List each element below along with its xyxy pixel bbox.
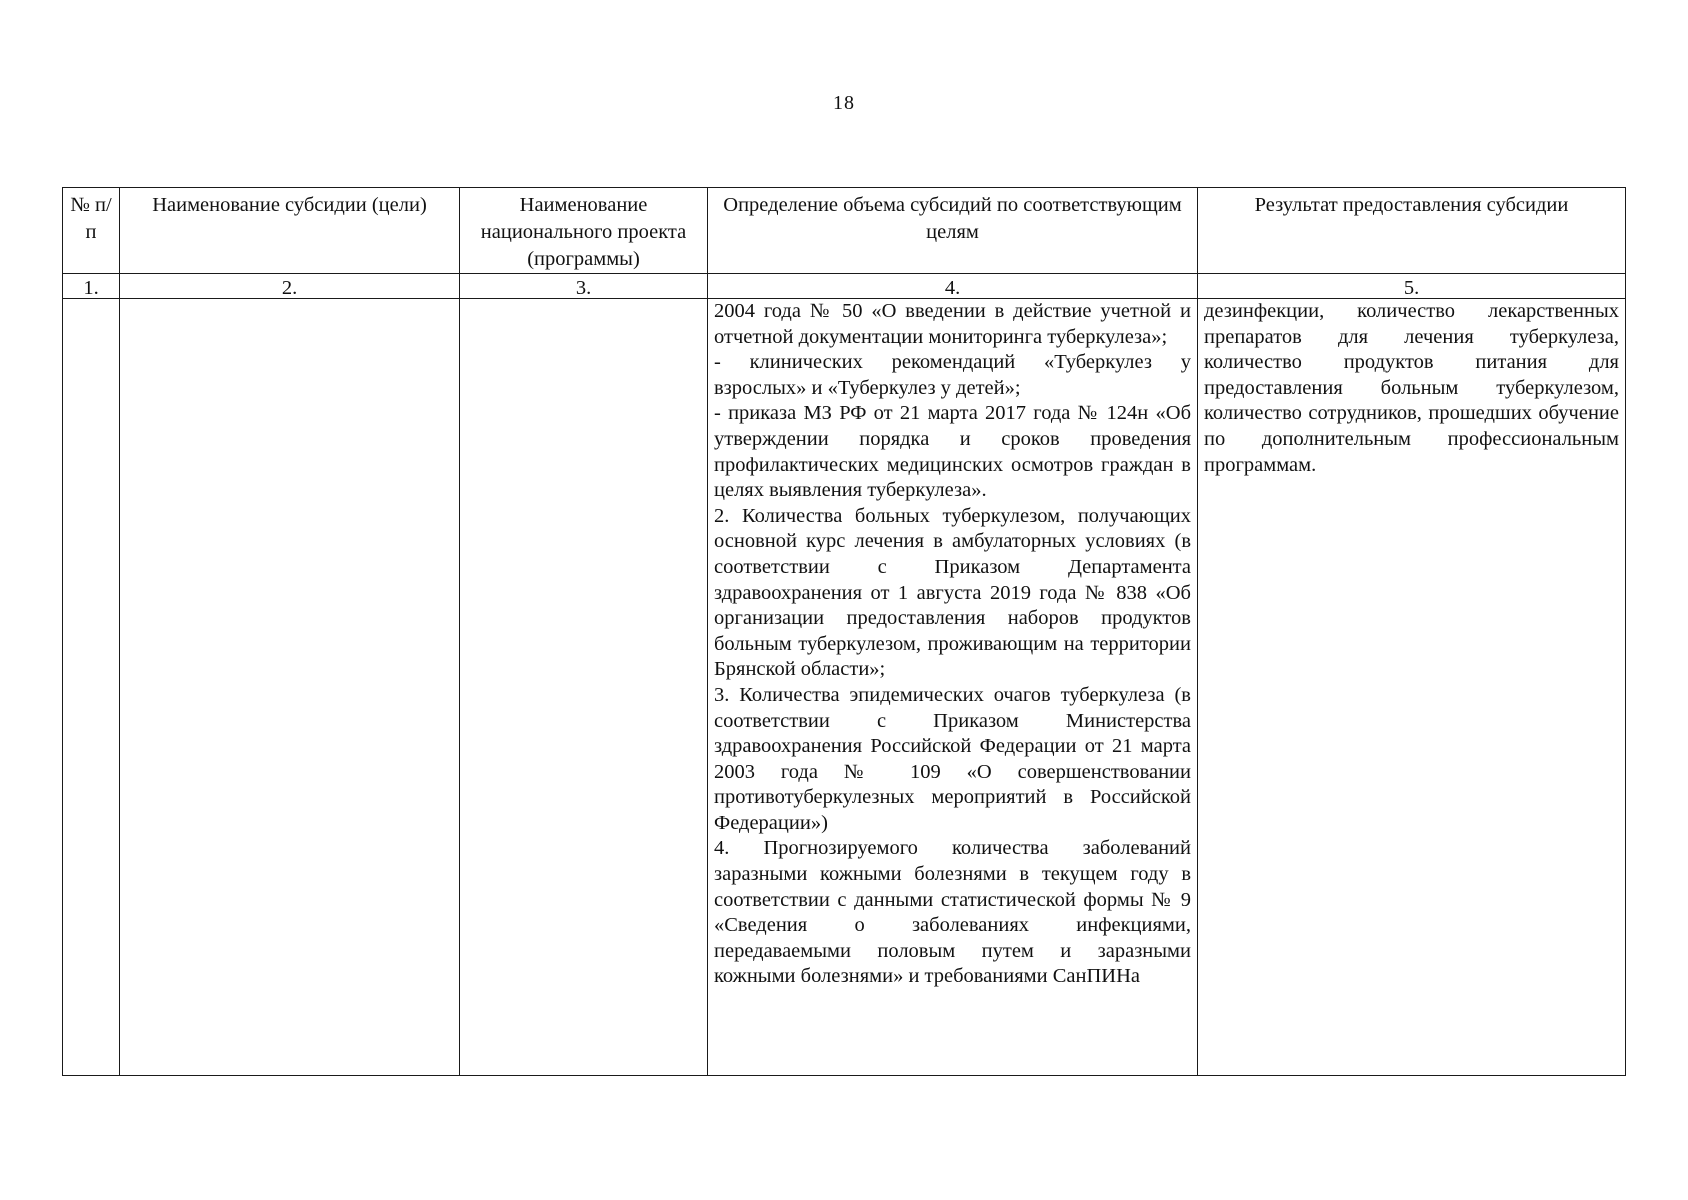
volume-paragraph: 2. Количества больных туберкулезом, получающих основной курс лечения в амбулаторных условиях (в соответствии с Приказом Департамента здравоохранения от 1 августа 2019 года № 838 «Об организации предоставления наборов продуктов больным туберкулезом, проживающим на территории Брянской области»; [714, 504, 1191, 681]
result-paragraph: дезинфекции, количество лекарственных препаратов для лечения туберкулеза, количество продуктов питания для предоставления больным туберкулезом, количество сотрудников, прошедших обучение по дополнительным профессиональным программам. [1204, 300, 1619, 476]
column-number: 3. [460, 274, 708, 299]
cell-subsidy-name [120, 299, 460, 1076]
table-header-row [63, 188, 1626, 274]
column-number: 1. [63, 274, 120, 299]
cell-volume-definition [708, 299, 1198, 1076]
cell-national-project [460, 299, 708, 1076]
column-number: 4. [708, 274, 1198, 299]
column-number: 2. [120, 274, 460, 299]
volume-paragraph: 3. Количества эпидемических очагов туберкулеза (в соответствии с Приказом Министерства здравоохранения Российской Федерации от 21 марта 2003 года № 109 «О совершенствовании противотуберкулезных мероприятий в Российской Федерации») [714, 683, 1191, 834]
header-number: № п/п [63, 188, 120, 274]
subsidy-table [62, 187, 1626, 1076]
header-volume-definition: Определение объема субсидий по соответствующим целям [708, 188, 1198, 274]
volume-paragraph: 4. Прогнозируемого количества заболеваний заразными кожными болезнями в текущем году в соответствии с данными статистической формы № 9 «Сведения о заболеваниях инфекциями, передаваемыми половым путем и заразными кожными болезнями» и требованиями СанПИНа [714, 837, 1191, 988]
page-number: 18 [833, 92, 855, 114]
column-number-row [63, 274, 1626, 299]
header-result: Результат предоставления субсидии [1198, 188, 1626, 274]
volume-paragraph: - клинических рекомендаций «Туберкулез у взрослых» и «Туберкулез у детей»; [714, 351, 1191, 399]
header-national-project: Наименование национального проекта (программы) [460, 188, 708, 274]
cell-result [1198, 299, 1626, 1076]
table-row [63, 299, 1626, 1076]
column-number: 5. [1198, 274, 1626, 299]
volume-paragraph: 2004 года № 50 «О введении в действие учетной и отчетной документации мониторинга туберкулеза»; [714, 300, 1191, 348]
cell-number [63, 299, 120, 1076]
volume-paragraph: - приказа МЗ РФ от 21 марта 2017 года № 124н «Об утверждении порядка и сроков проведения профилактических медицинских осмотров граждан в целях выявления туберкулеза». [714, 402, 1191, 502]
header-subsidy-name: Наименование субсидии (цели) [120, 188, 460, 274]
